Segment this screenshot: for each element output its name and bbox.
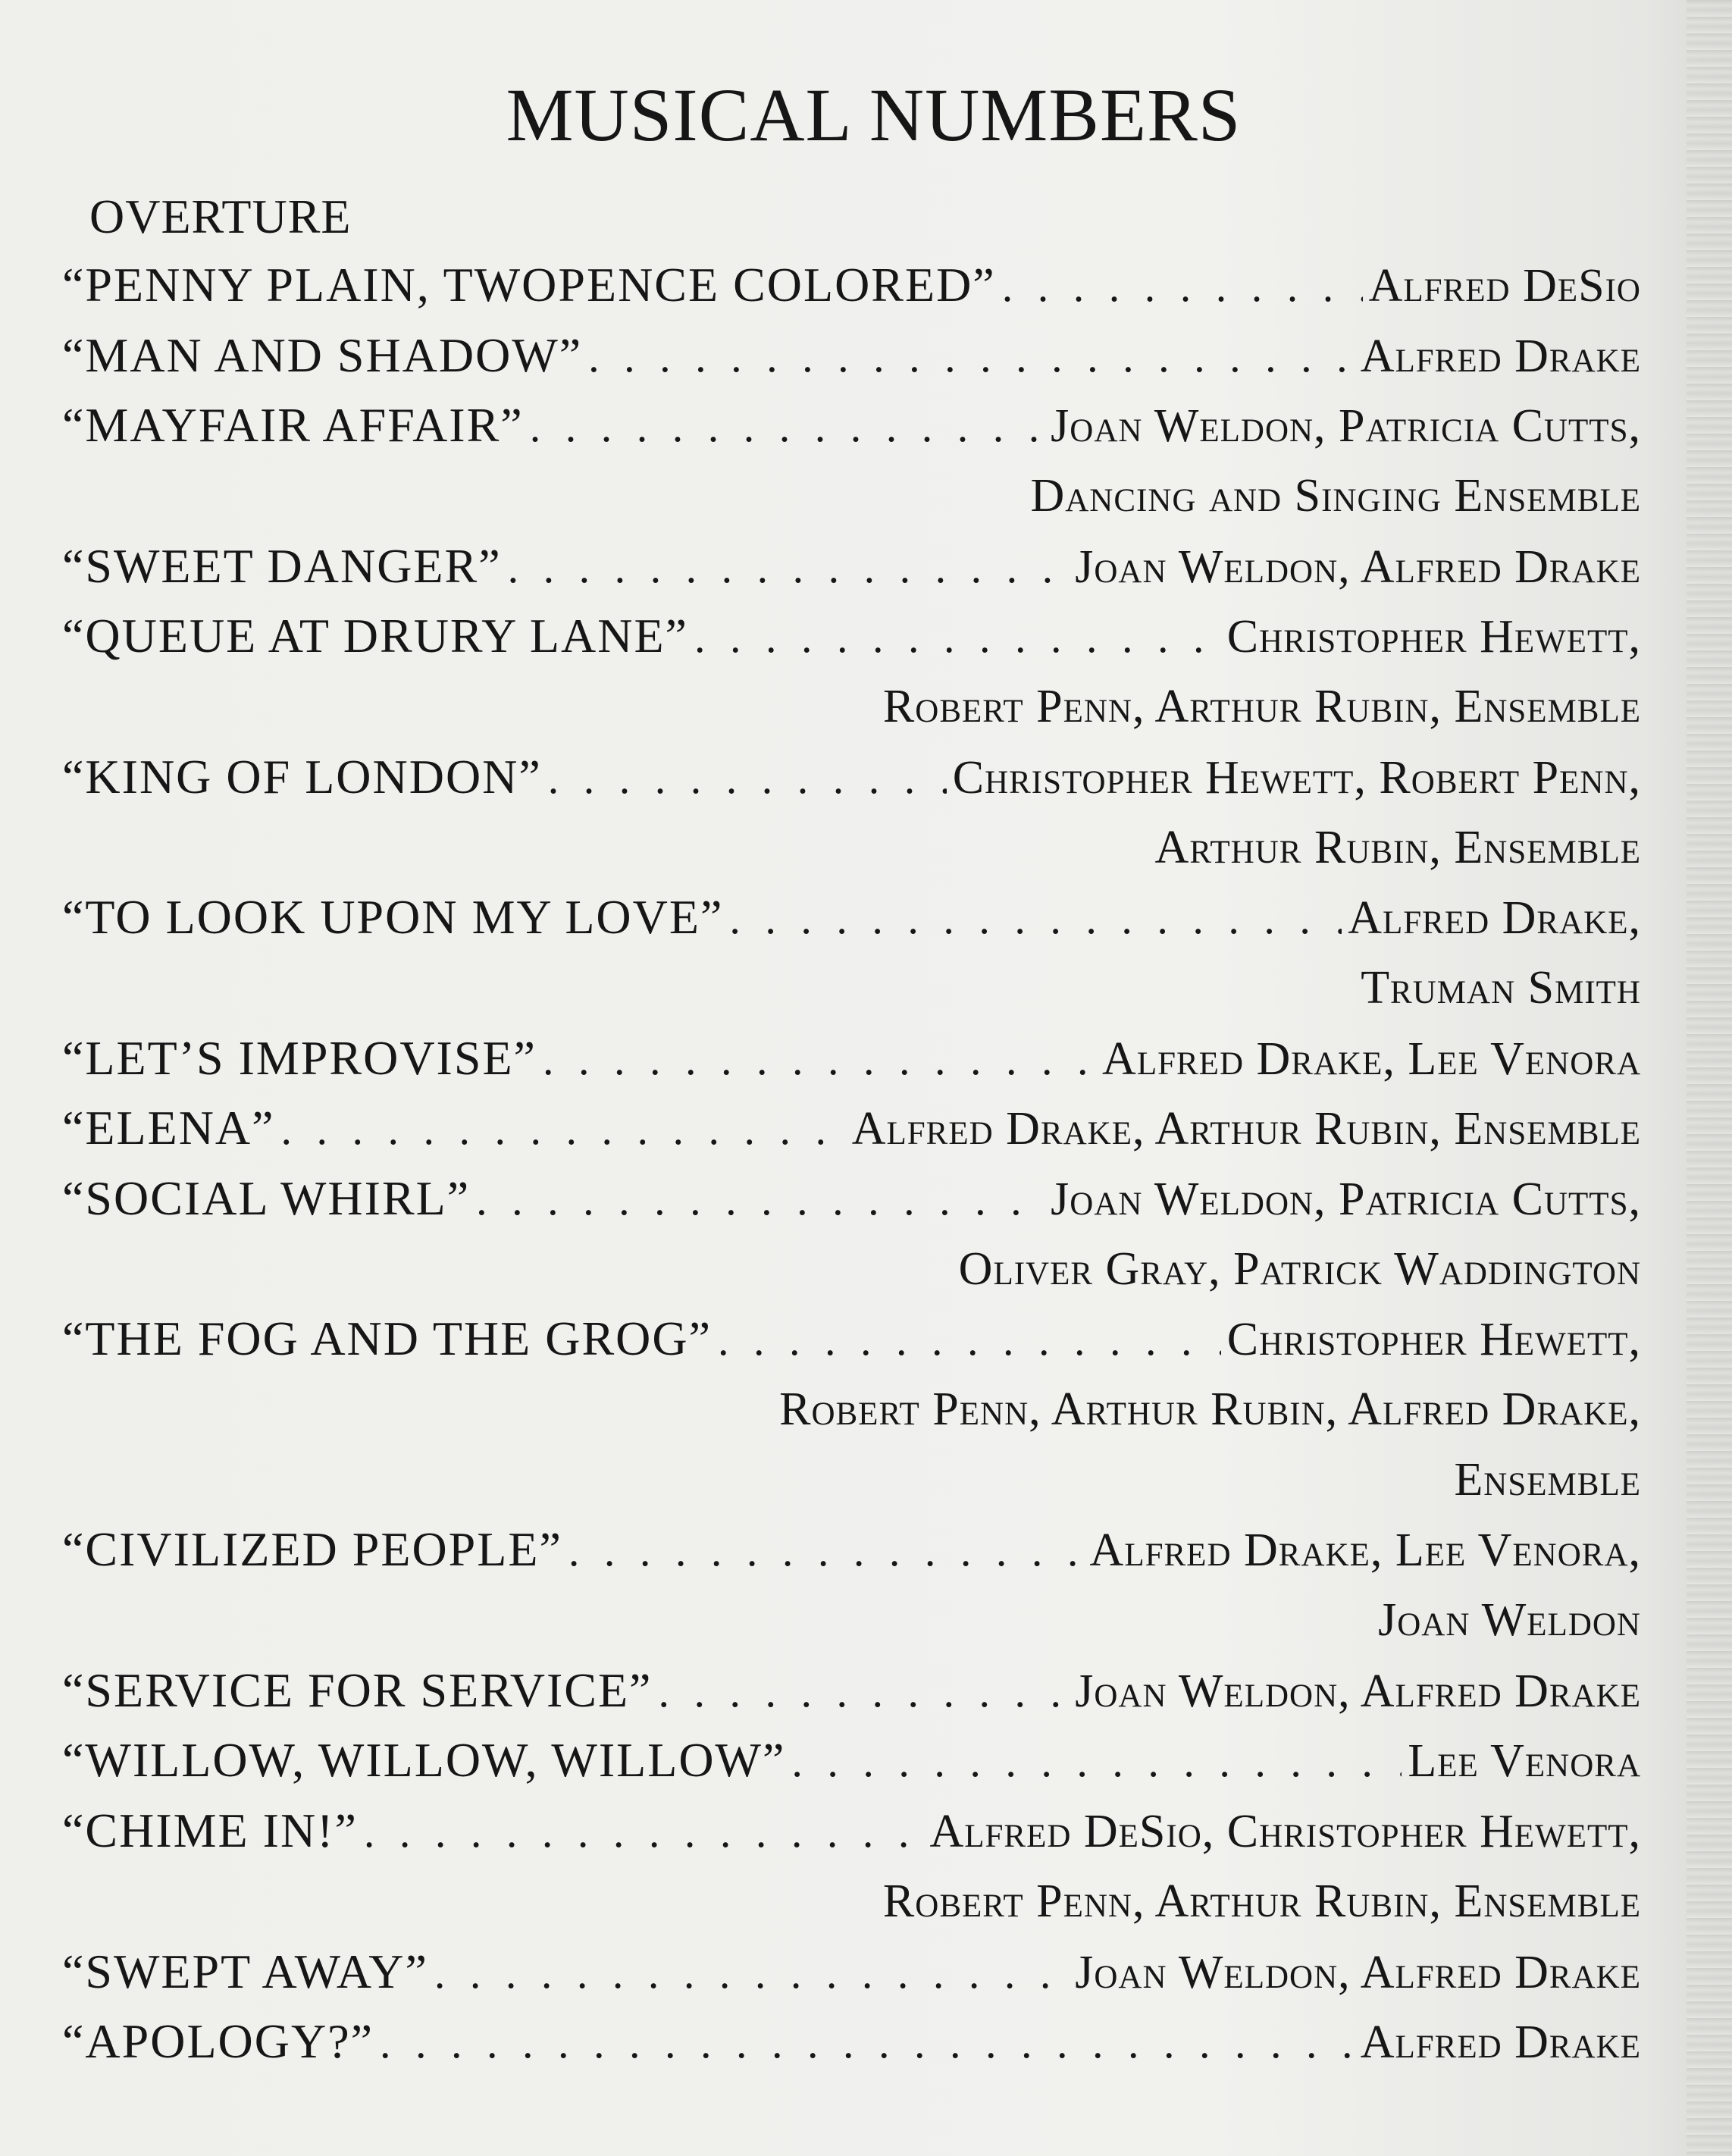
song-title: “THE FOG AND THE GROG” [62, 1311, 712, 1366]
song-title: “SWEPT AWAY” [62, 1944, 428, 1998]
song-title: “LET’S IMPROVISE” [62, 1030, 537, 1085]
number-entry [62, 742, 1641, 813]
performers: Christopher Hewett, [1226, 1314, 1641, 1366]
number-entry [62, 321, 1641, 391]
musical-numbers-list [62, 250, 1641, 2077]
performers-continued: Robert Penn, Arthur Rubin, Ensemble [882, 1875, 1641, 1927]
performers: Alfred DeSio, Christopher Hewett, [929, 1806, 1641, 1858]
song-title: “MAYFAIR AFFAIR” [62, 398, 524, 453]
performers: Alfred Drake, Arthur Rubin, Ensemble [851, 1103, 1641, 1155]
performers: Alfred Drake [1360, 330, 1641, 382]
song-title: “SERVICE FOR SERVICE” [62, 1662, 653, 1717]
performers: Joan Weldon, Alfred Drake [1075, 1665, 1641, 1717]
performers-continued: Ensemble [1454, 1453, 1641, 1506]
dot-leader [658, 1657, 1069, 1728]
number-entry [62, 1796, 1641, 1866]
number-entry [62, 390, 1641, 461]
song-title: “SOCIAL WHIRL” [62, 1170, 471, 1225]
number-entry [62, 601, 1641, 672]
performers: Christopher Hewett, Robert Penn, [952, 751, 1641, 804]
dot-leader [1002, 252, 1363, 322]
song-title: “WILLOW, WILLOW, WILLOW” [62, 1733, 786, 1788]
number-entry [62, 1725, 1641, 1796]
performers: Joan Weldon, Patricia Cutts, [1051, 1173, 1641, 1225]
dot-leader [694, 603, 1221, 673]
dot-leader [364, 1797, 924, 1868]
performers: Joan Weldon, Alfred Drake [1075, 541, 1641, 593]
song-title: “CHIME IN!” [62, 1803, 358, 1858]
performers: Joan Weldon, Alfred Drake [1075, 1946, 1641, 1998]
performers-continued: Arthur Rubin, Ensemble [1154, 821, 1641, 873]
dot-leader [543, 1025, 1096, 1095]
performers-continued: Joan Weldon [1378, 1594, 1641, 1647]
number-entry [62, 2007, 1641, 2077]
dot-leader [281, 1095, 846, 1165]
page-edge [1687, 0, 1732, 2156]
song-title: “KING OF LONDON” [62, 749, 542, 804]
dot-leader [791, 1727, 1402, 1797]
song-title: “TO LOOK UPON MY LOVE” [62, 890, 724, 945]
song-title: “MAN AND SHADOW” [62, 327, 583, 382]
number-entry [62, 1164, 1641, 1234]
performers: Lee Venora [1408, 1735, 1641, 1788]
number-entry [62, 531, 1641, 602]
number-entry [62, 1023, 1641, 1094]
dot-leader [718, 1305, 1221, 1376]
performers: Alfred Drake [1360, 2017, 1641, 2069]
dot-leader [380, 2008, 1355, 2079]
dot-leader [508, 533, 1070, 603]
number-entry [62, 882, 1641, 953]
song-title: “PENNY PLAIN, TWOPENCE COLORED” [62, 258, 996, 312]
dot-leader [476, 1165, 1045, 1236]
dot-leader [434, 1938, 1069, 2009]
number-entry [62, 1304, 1641, 1374]
number-entry [62, 1093, 1641, 1164]
performers-continued: Truman Smith [1361, 961, 1641, 1014]
song-title: “CIVILIZED PEOPLE” [62, 1522, 562, 1577]
overture-heading: OVERTURE [89, 190, 352, 243]
performers-continued: Robert Penn, Arthur Rubin, Alfred Drake, [779, 1384, 1641, 1435]
dot-leader [530, 392, 1045, 462]
dot-leader [548, 744, 947, 814]
performers: Alfred Drake, Lee Venora [1102, 1033, 1641, 1085]
performers-continued: Robert Penn, Arthur Rubin, Ensemble [882, 681, 1641, 733]
number-entry [62, 250, 1641, 321]
number-entry [62, 1656, 1641, 1726]
song-title: “ELENA” [62, 1101, 275, 1155]
performers: Christopher Hewett, [1226, 611, 1641, 663]
performers-continued: Oliver Gray, Patrick Waddington [958, 1243, 1641, 1295]
song-title: “QUEUE AT DRURY LANE” [62, 609, 688, 663]
performers-continued: Dancing and Singing Ensemble [1030, 470, 1641, 522]
dot-leader [588, 322, 1355, 393]
number-entry [62, 1937, 1641, 2007]
dot-leader [729, 884, 1342, 954]
page-title: MUSICAL NUMBERS [506, 73, 1242, 157]
performers: Joan Weldon, Patricia Cutts, [1051, 400, 1641, 453]
number-entry [62, 1515, 1641, 1585]
performers: Alfred Drake, Lee Venora, [1089, 1525, 1641, 1577]
song-title: “APOLOGY?” [62, 2014, 374, 2069]
dot-leader [568, 1516, 1084, 1587]
performers: Alfred DeSio [1368, 260, 1641, 312]
song-title: “SWEET DANGER” [62, 538, 502, 593]
performers: Alfred Drake, [1348, 892, 1641, 945]
